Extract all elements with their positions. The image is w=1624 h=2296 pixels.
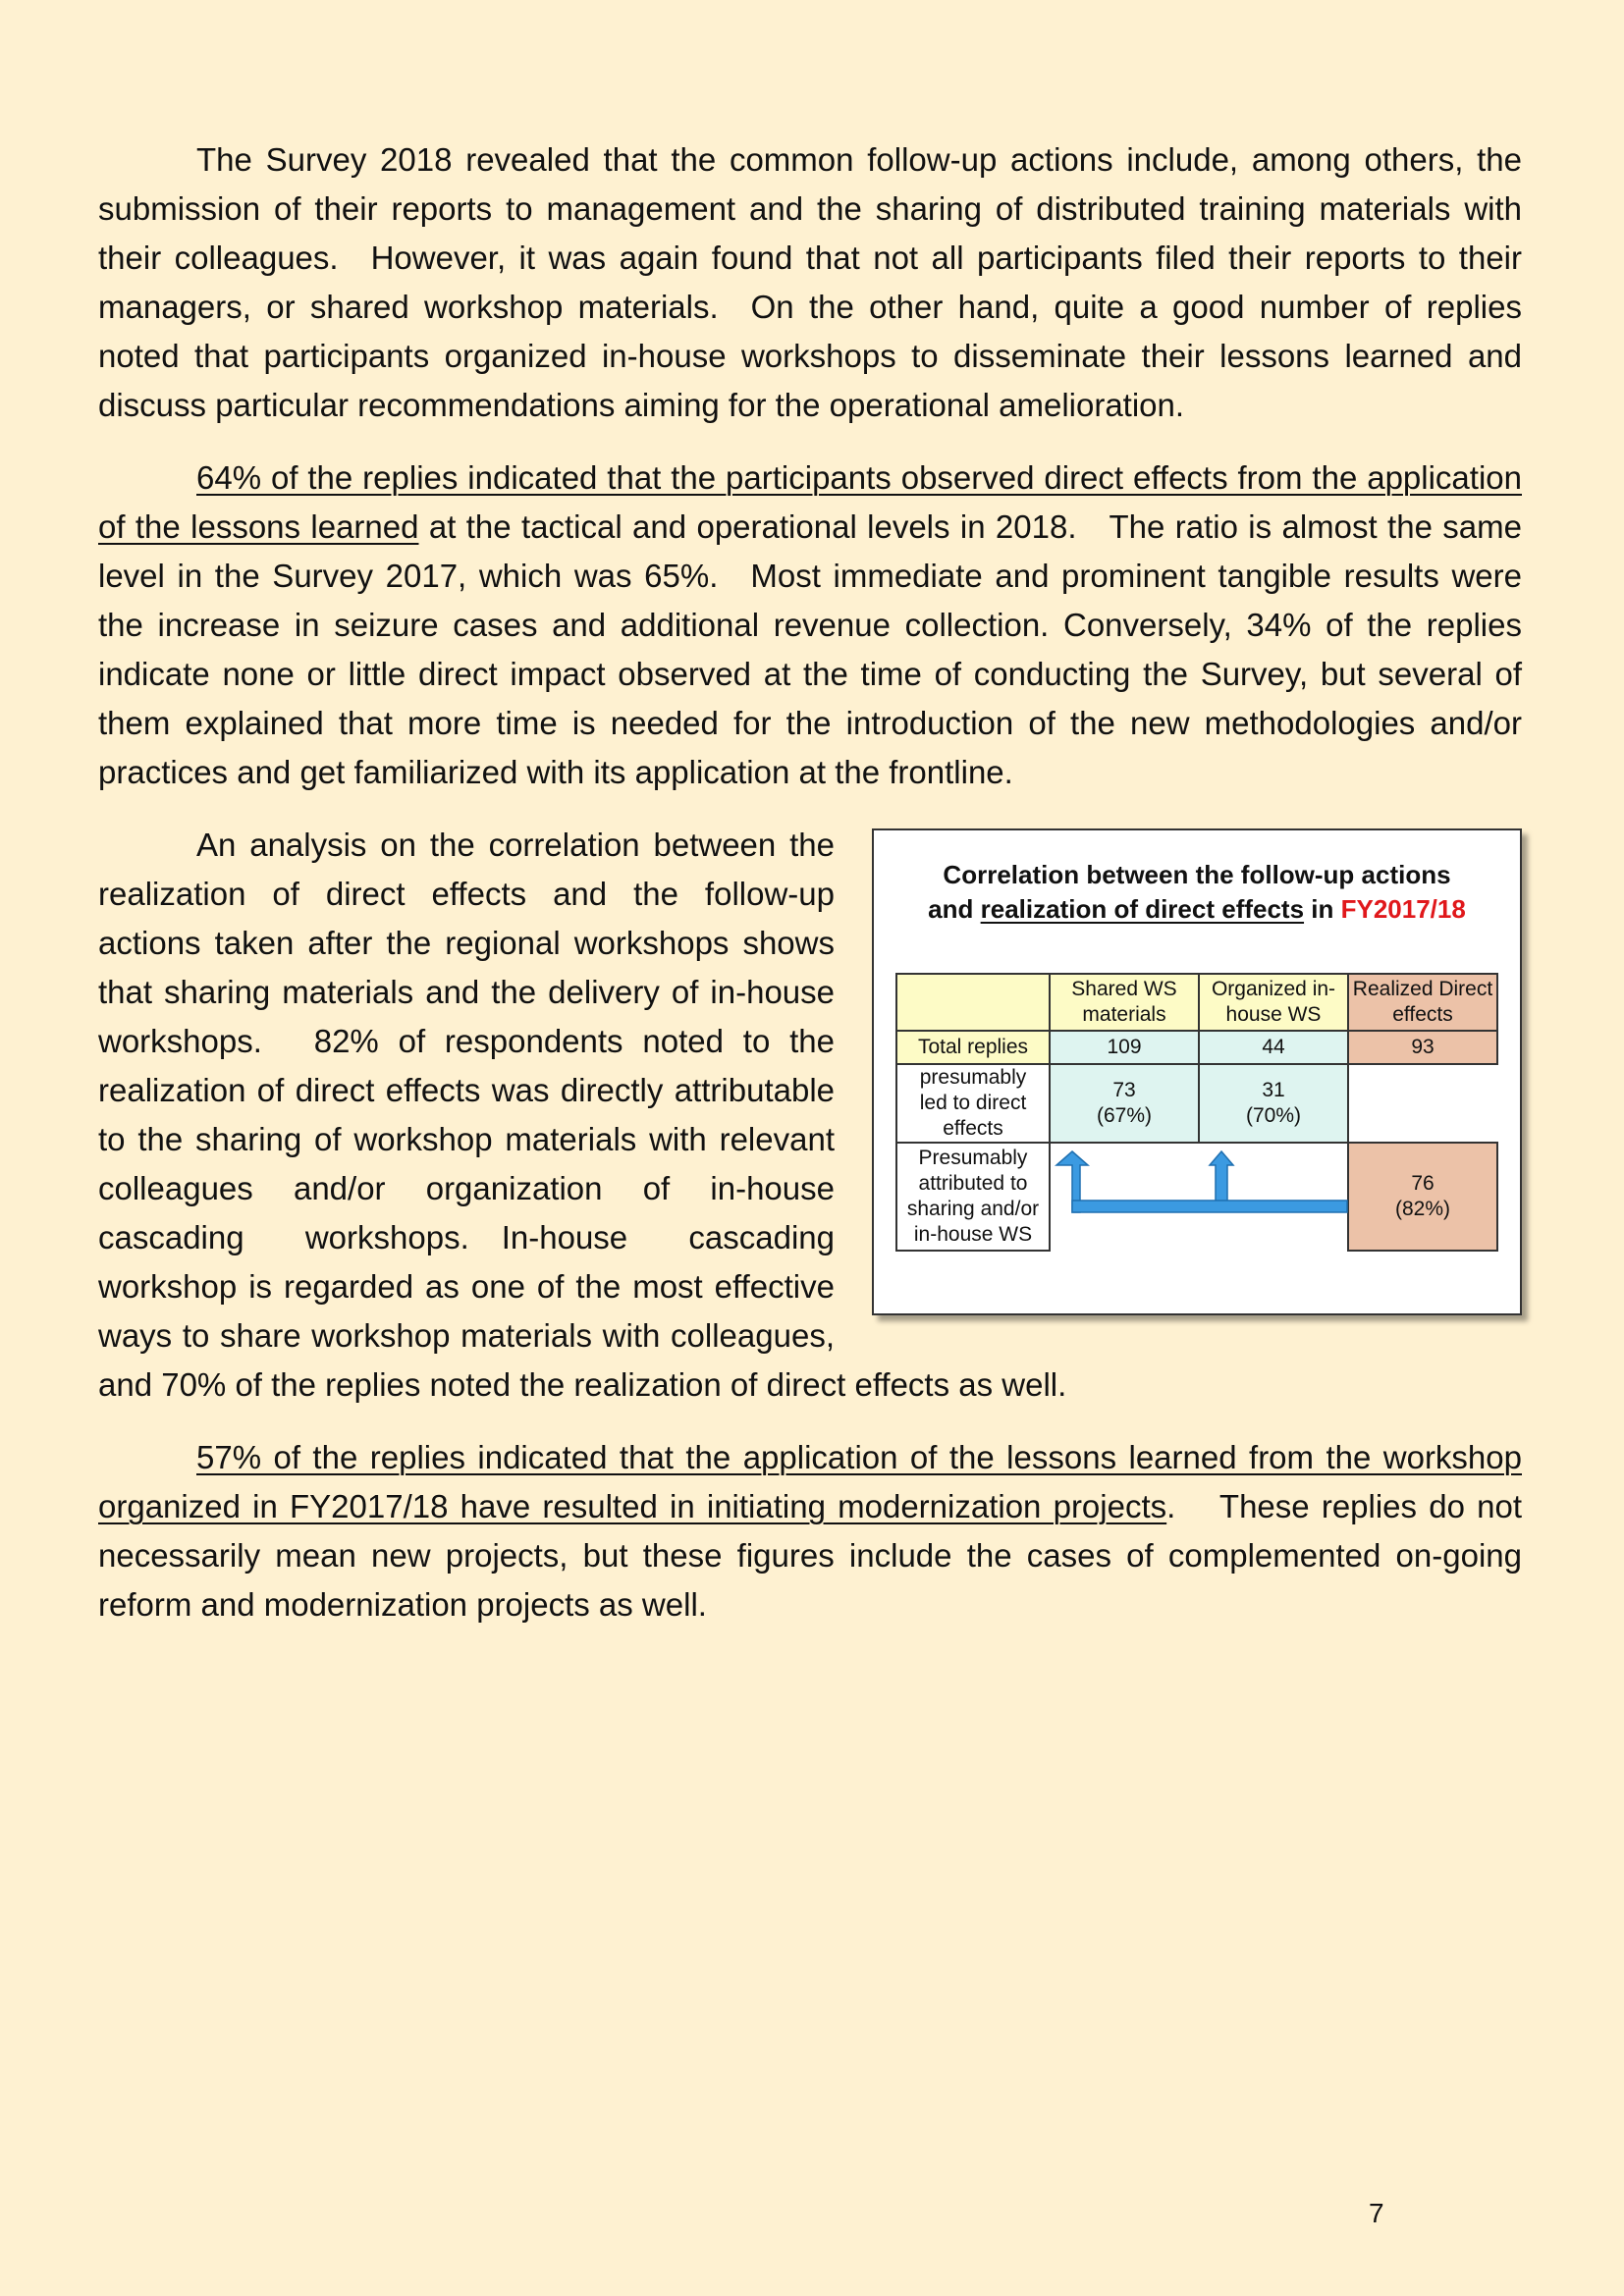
- figure-title: [874, 858, 1520, 927]
- paragraph-3: An analysis on the correlation between the realization of direct effects and the follow-up actions taken after the regional workshops shows that sharing materials and the delivery of in-house workshops. 82% of respondents noted to the realization of direct effects was directly attributable to the sharing of workshop materials with relevant colleagues and/or organization of in-house cascading workshops. In-house cascading workshop is regarded as one of the most effective ways to share workshop materials with colleagues, and 70% of the replies noted the realization of direct effects as well.: [98, 827, 1067, 1403]
- col-header-organized: Organized in-house WS: [1198, 973, 1349, 1032]
- row-label-attributed: Presumably attributed to sharing and/or in-house WS: [895, 1142, 1051, 1252]
- attributed-realized: 76 (82%): [1347, 1142, 1498, 1252]
- figure-title-underlined: realization of direct effects: [980, 894, 1305, 924]
- correlation-figure: [872, 828, 1522, 1315]
- document-body: [98, 135, 1522, 1653]
- presumably-shared: 73 (67%): [1049, 1063, 1200, 1144]
- figure-title-line2: and realization of direct effects in FY2017/18: [928, 894, 1466, 924]
- row-label-total: Total replies: [895, 1030, 1051, 1065]
- paragraph-2: [98, 454, 1522, 797]
- presumably-organized: 31 (70%): [1198, 1063, 1349, 1144]
- arrow-up-organized-icon: [1210, 1151, 1233, 1202]
- paragraph-2-rest: at the tactical and operational levels in 2018. The ratio is almost the same level in the Survey 2017, which was 65%. Most immediate and prominent tangible results were the increase in seizure cases and additional revenue collection. Conversely, 34% of the replies indicate none or little direct impact observed at the time of conducting the Survey, but several of them explained that more time is needed for the introduction of the new methodologies and/or practices and get familiarized with its application at the frontline.: [98, 508, 1522, 790]
- paragraph-2-underlined: 64% of the replies indicated that the participants observed direct effects from the application of the lessons learned: [98, 459, 1522, 545]
- attribution-arrows: [1051, 1144, 1349, 1252]
- paragraph-1: The Survey 2018 revealed that the common follow-up actions include, among others, the submission of their reports to management and the sharing of distributed training materials with their colleagues. However, it was again found that not all participants filed their reports to their managers, or shared workshop materials. On the other hand, quite a good number of replies noted that participants organized in-house workshops to disseminate their lessons learned and discuss particular recommendations aiming for the operational amelioration.: [98, 141, 1522, 423]
- paragraph-4: [98, 1433, 1522, 1629]
- connector-bar-icon: [1072, 1201, 1347, 1212]
- page-number: 7: [1369, 2198, 1384, 2228]
- row-label-presumably: presumably led to direct effects: [895, 1063, 1051, 1144]
- figure-title-line1: Correlation between the follow-up actions: [943, 860, 1451, 889]
- col-header-shared: Shared WS materials: [1049, 973, 1200, 1032]
- paragraph-4-rest: . These replies do not necessarily mean new projects, but these figures include the cases of complemented on-going reform and modernization projects as well.: [98, 1488, 1522, 1623]
- total-realized: 93: [1347, 1030, 1498, 1065]
- figure-title-year: FY2017/18: [1340, 894, 1466, 924]
- total-organized: 44: [1198, 1030, 1349, 1065]
- header-empty-cell: [895, 973, 1051, 1032]
- total-shared: 109: [1049, 1030, 1200, 1065]
- paragraph-4-underlined: 57% of the replies indicated that the application of the lessons learned from the workshop organized in FY2017/18 have resulted in initiating modernization projects: [98, 1439, 1522, 1524]
- col-header-realized: Realized Direct effects: [1347, 973, 1498, 1032]
